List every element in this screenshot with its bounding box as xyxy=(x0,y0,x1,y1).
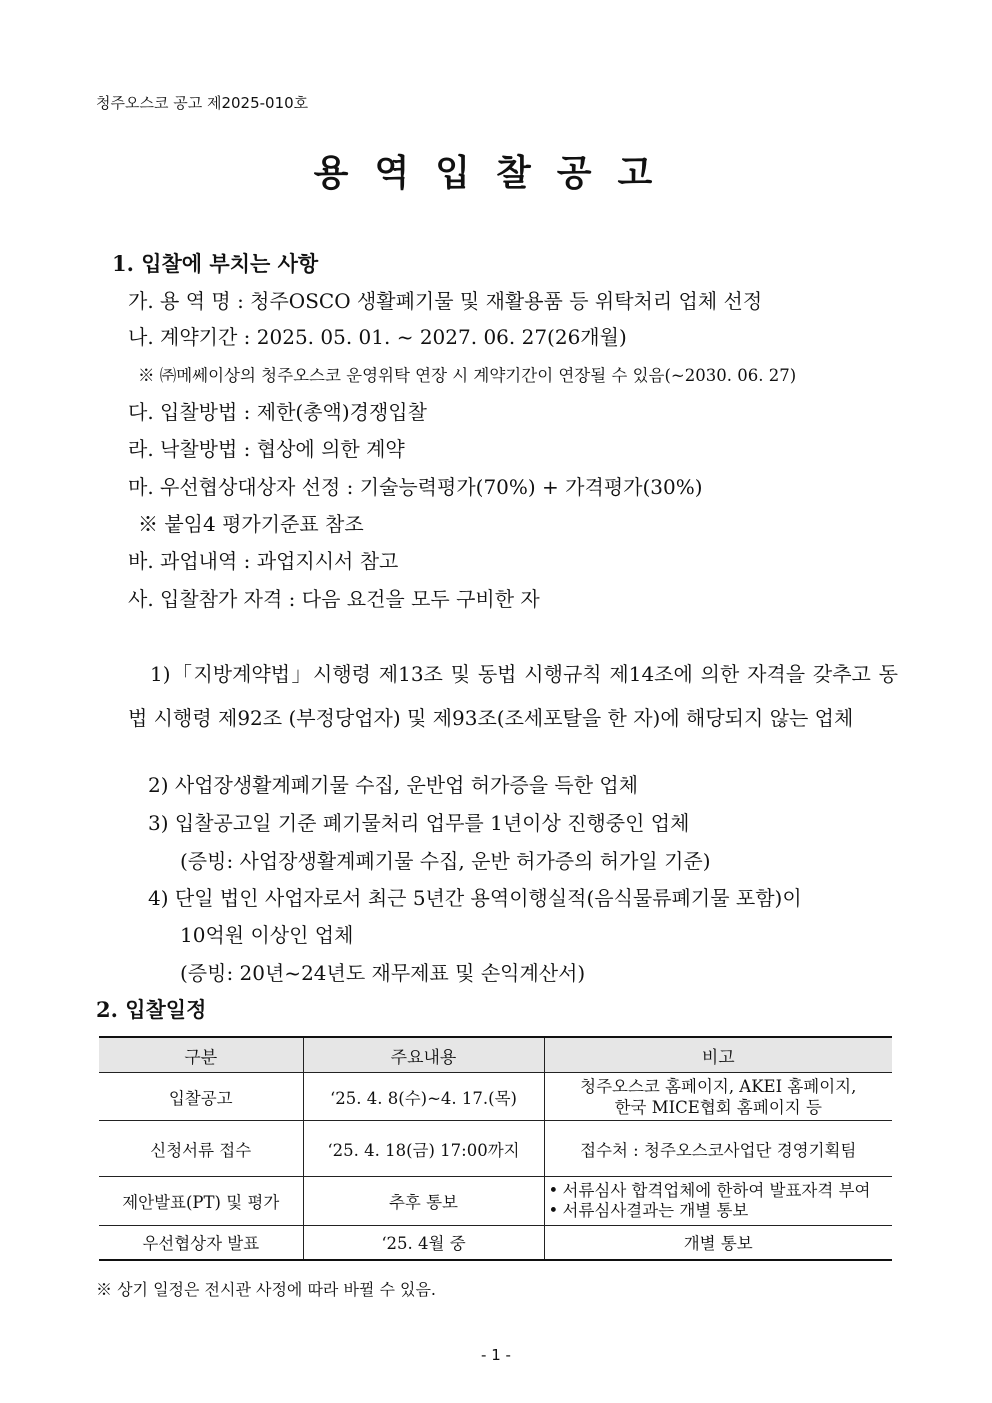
remark-line: 한국 MICE협회 홈페이지 등 xyxy=(614,1097,822,1117)
table-row xyxy=(99,1226,892,1260)
row-remark xyxy=(544,1177,892,1226)
item-qualification: 사. 입찰참가 자격 : 다음 요건을 모두 구비한 자 xyxy=(128,587,540,611)
remark-bullet: • 서류심사 합격업체에 한하여 발표자격 부여 xyxy=(549,1181,889,1201)
row-category: 제안발표(PT) 및 평가 xyxy=(99,1177,303,1226)
row-remark xyxy=(544,1073,892,1121)
row-category: 입찰공고 xyxy=(99,1073,303,1121)
item-bid-method: 다. 입찰방법 : 제한(총액)경쟁입찰 xyxy=(128,400,427,424)
item-scope: 바. 과업내역 : 과업지시서 참고 xyxy=(128,549,399,573)
qualification-3-note: (증빙: 사업장생활계폐기물 수집, 운반 허가증의 허가일 기준) xyxy=(180,849,711,873)
row-remark: 접수처 : 청주오스코사업단 경영기획팀 xyxy=(544,1121,892,1177)
item-criteria-note: ※ 붙임4 평가기준표 참조 xyxy=(138,512,364,536)
qualification-4-line1: 4) 단일 법인 사업자로서 최근 5년간 용역이행실적(음식물류폐기물 포함)이 xyxy=(148,886,802,910)
qualification-3: 3) 입찰공고일 기준 폐기물처리 업무를 1년이상 진행중인 업체 xyxy=(148,811,690,835)
remark-bullet: • 서류심사결과는 개별 통보 xyxy=(549,1201,889,1221)
row-category: 우선협상자 발표 xyxy=(99,1226,303,1260)
column-header: 구분 xyxy=(99,1037,303,1073)
row-content: ‘25. 4. 8(수)~4. 17.(목) xyxy=(303,1073,544,1121)
item-service-name: 가. 용 역 명 : 청주OSCO 생활폐기물 및 재활용품 등 위탁처리 업체 선정 xyxy=(128,289,763,313)
table-row xyxy=(99,1177,892,1226)
page-title: 용역입찰공고 xyxy=(313,153,679,194)
item-selection-criteria: 마. 우선협상대상자 선정 : 기술능력평가(70%) + 가격평가(30%) xyxy=(128,475,703,499)
item-award-method: 라. 낙찰방법 : 협상에 의한 계약 xyxy=(128,437,405,461)
qualification-1 xyxy=(128,652,898,740)
item-contract-note: ※ ㈜메쎄이상의 청주오스코 운영위탁 연장 시 계약기간이 연장될 수 있음(~2030. 06. 27) xyxy=(138,366,797,385)
remark-line: 청주오스코 홈페이지, AKEI 홈페이지, xyxy=(580,1076,857,1096)
row-content: 추후 통보 xyxy=(303,1177,544,1226)
qualification-1-text: 1)「지방계약법」시행령 제13조 및 동법 시행규칙 제14조에 의한 자격을 갖추고 동법 시행령 제92조 (부정당업자) 및 제93조(조세포탈을 한 자)에 해당되지 않는 업체 xyxy=(128,662,898,730)
section-1-heading: 1. 입찰에 부치는 사항 xyxy=(112,251,319,276)
page-number: - 1 - xyxy=(481,1346,511,1364)
qualification-2: 2) 사업장생활계폐기물 수집, 운반업 허가증을 득한 업체 xyxy=(148,773,639,797)
qualification-4-line2: 10억원 이상인 업체 xyxy=(180,923,354,947)
column-header: 비고 xyxy=(544,1037,892,1073)
qualification-4-note: (증빙: 20년~24년도 재무제표 및 손익계산서) xyxy=(180,961,586,985)
schedule-footnote: ※ 상기 일정은 전시관 사정에 따라 바뀔 수 있음. xyxy=(96,1280,436,1299)
row-content: ‘25. 4월 중 xyxy=(303,1226,544,1260)
row-content: ‘25. 4. 18(금) 17:00까지 xyxy=(303,1121,544,1177)
table-row xyxy=(99,1121,892,1177)
section-2-heading: 2. 입찰일정 xyxy=(96,997,207,1022)
table-header-row xyxy=(99,1037,892,1073)
item-contract-period: 나. 계약기간 : 2025. 05. 01. ~ 2027. 06. 27(26개월) xyxy=(128,325,627,349)
remark-bullet-list xyxy=(549,1181,889,1221)
row-category: 신청서류 접수 xyxy=(99,1121,303,1177)
row-remark: 개별 통보 xyxy=(544,1226,892,1260)
column-header: 주요내용 xyxy=(303,1037,544,1073)
schedule-table xyxy=(99,1036,892,1261)
notice-number: 청주오스코 공고 제2025-010호 xyxy=(96,94,309,112)
table-row xyxy=(99,1073,892,1121)
